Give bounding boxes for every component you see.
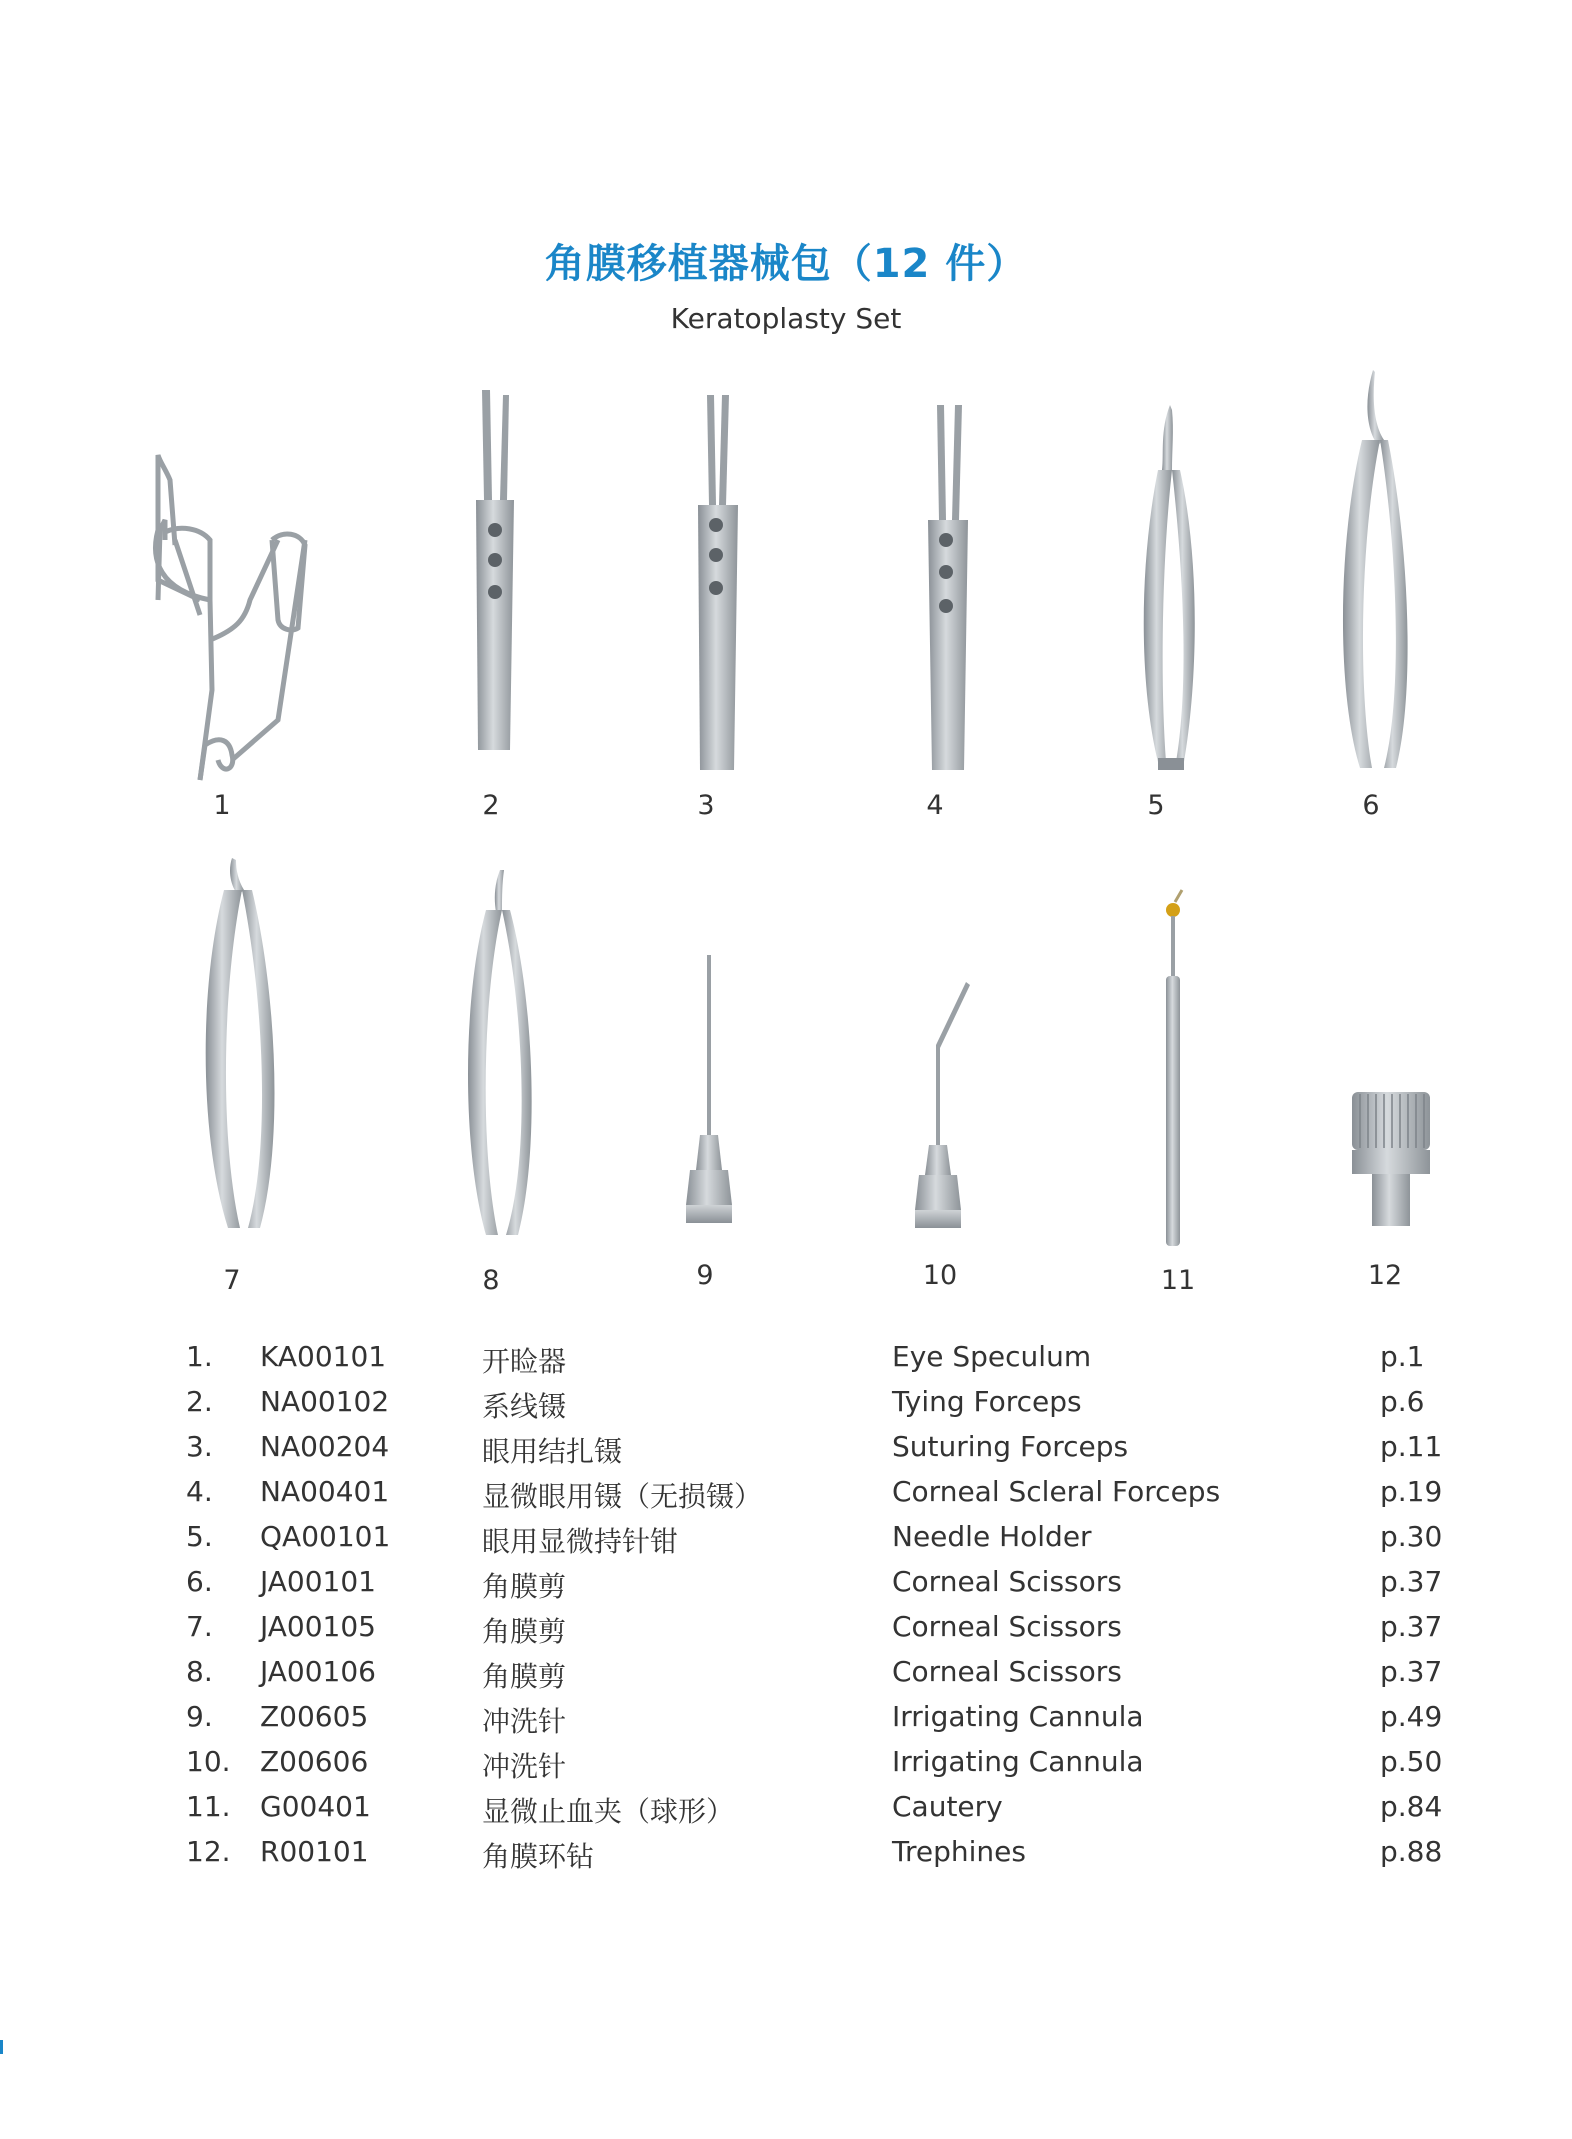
irrigating-cannula-icon	[686, 955, 732, 1223]
suturing-forceps-icon	[698, 395, 738, 770]
item-code: Z00605	[260, 1700, 369, 1733]
item-name-zh: 角膜环钻	[482, 1840, 595, 1873]
tying-forceps-icon	[476, 390, 514, 750]
item-name-zh: 开睑器	[482, 1345, 567, 1378]
item-code: Z00606	[260, 1745, 369, 1778]
list-item	[0, 1790, 1572, 1835]
item-name-zh: 冲洗针	[482, 1705, 567, 1738]
item-number: 12.	[186, 1835, 231, 1868]
figure-label: 1	[213, 790, 231, 821]
item-page: p.37	[1380, 1610, 1443, 1643]
item-code: NA00102	[260, 1385, 390, 1418]
item-number: 11.	[186, 1790, 231, 1823]
item-number: 3.	[186, 1430, 213, 1463]
list-item	[0, 1565, 1572, 1610]
item-code: G00401	[260, 1790, 371, 1823]
item-name-zh: 角膜剪	[482, 1570, 567, 1603]
item-name-zh: 显微眼用镊（无损镊）	[482, 1480, 763, 1513]
item-code: JA00105	[260, 1610, 376, 1643]
irrigating-cannula-icon	[915, 982, 970, 1228]
item-page: p.84	[1380, 1790, 1443, 1823]
corneal-scissors-icon	[1343, 370, 1408, 768]
item-page: p.19	[1380, 1475, 1443, 1508]
item-number: 8.	[186, 1655, 213, 1688]
list-item	[0, 1475, 1572, 1520]
figure-label: 3	[697, 790, 715, 821]
item-page: p.49	[1380, 1700, 1443, 1733]
item-number: 7.	[186, 1610, 213, 1643]
item-name-zh: 眼用显微持针钳	[482, 1525, 679, 1558]
list-item	[0, 1385, 1572, 1430]
item-number: 2.	[186, 1385, 213, 1418]
list-item	[0, 1520, 1572, 1565]
item-number: 10.	[186, 1745, 231, 1778]
item-name-zh: 角膜剪	[482, 1660, 567, 1693]
item-name-en: Tying Forceps	[892, 1385, 1082, 1418]
list-item	[0, 1340, 1572, 1385]
list-item	[0, 1610, 1572, 1655]
item-code: NA00204	[260, 1430, 390, 1463]
figure-label: 2	[482, 790, 500, 821]
page-title-en: Keratoplasty Set	[670, 302, 902, 335]
figure-label: 4	[926, 790, 944, 821]
item-page: p.37	[1380, 1565, 1443, 1598]
figure-label: 10	[922, 1260, 958, 1291]
item-name-zh: 显微止血夹（球形）	[482, 1795, 735, 1828]
figure-label: 11	[1160, 1265, 1196, 1296]
page-title-zh: 角膜移植器械包（12 件）	[544, 241, 1028, 287]
item-name-en: Corneal Scleral Forceps	[892, 1475, 1221, 1508]
item-name-en: Irrigating Cannula	[892, 1700, 1144, 1733]
corneal-scissors-icon	[206, 858, 275, 1228]
item-code: QA00101	[260, 1520, 391, 1553]
item-name-en: Eye Speculum	[892, 1340, 1092, 1373]
trephine-icon	[1352, 1092, 1430, 1226]
item-code: JA00101	[260, 1565, 376, 1598]
item-name-en: Trephines	[892, 1835, 1026, 1868]
item-code: NA00401	[260, 1475, 390, 1508]
item-name-en: Needle Holder	[892, 1520, 1092, 1553]
eye-speculum-icon	[156, 455, 305, 780]
needle-holder-icon	[1144, 405, 1195, 770]
item-name-en: Irrigating Cannula	[892, 1745, 1144, 1778]
item-number: 9.	[186, 1700, 213, 1733]
item-number: 6.	[186, 1565, 213, 1598]
figure-label: 7	[223, 1265, 241, 1296]
item-number: 1.	[186, 1340, 213, 1373]
figure-label: 9	[696, 1260, 714, 1291]
item-page: p.88	[1380, 1835, 1443, 1868]
item-name-en: Corneal Scissors	[892, 1565, 1122, 1598]
item-name-en: Corneal Scissors	[892, 1655, 1122, 1688]
item-page: p.6	[1380, 1385, 1425, 1418]
figure-label: 8	[482, 1265, 500, 1296]
list-item	[0, 1655, 1572, 1700]
item-name-zh: 冲洗针	[482, 1750, 567, 1783]
item-name-en: Suturing Forceps	[892, 1430, 1129, 1463]
item-name-zh: 眼用结扎镊	[482, 1435, 623, 1468]
edge-mark	[0, 2040, 3, 2054]
figure-label: 5	[1147, 790, 1165, 821]
item-number: 5.	[186, 1520, 213, 1553]
item-code: KA00101	[260, 1340, 387, 1373]
figure-label: 12	[1367, 1260, 1403, 1291]
item-page: p.37	[1380, 1655, 1443, 1688]
figure-label: 6	[1362, 790, 1380, 821]
item-name-en: Cautery	[892, 1790, 1003, 1823]
item-number: 4.	[186, 1475, 213, 1508]
item-page: p.50	[1380, 1745, 1443, 1778]
item-page: p.11	[1380, 1430, 1443, 1463]
item-name-en: Corneal Scissors	[892, 1610, 1122, 1643]
corneal-scissors-icon	[468, 870, 532, 1235]
item-page: p.30	[1380, 1520, 1443, 1553]
list-item	[0, 1835, 1572, 1880]
item-code: JA00106	[260, 1655, 376, 1688]
item-page: p.1	[1380, 1340, 1425, 1373]
corneal-scleral-forceps-icon	[928, 405, 968, 770]
cautery-icon	[1166, 890, 1182, 1246]
item-code: R00101	[260, 1835, 369, 1868]
item-name-zh: 角膜剪	[482, 1615, 567, 1648]
list-item	[0, 1700, 1572, 1745]
item-name-zh: 系线镊	[482, 1390, 567, 1423]
list-item	[0, 1745, 1572, 1790]
list-item	[0, 1430, 1572, 1475]
